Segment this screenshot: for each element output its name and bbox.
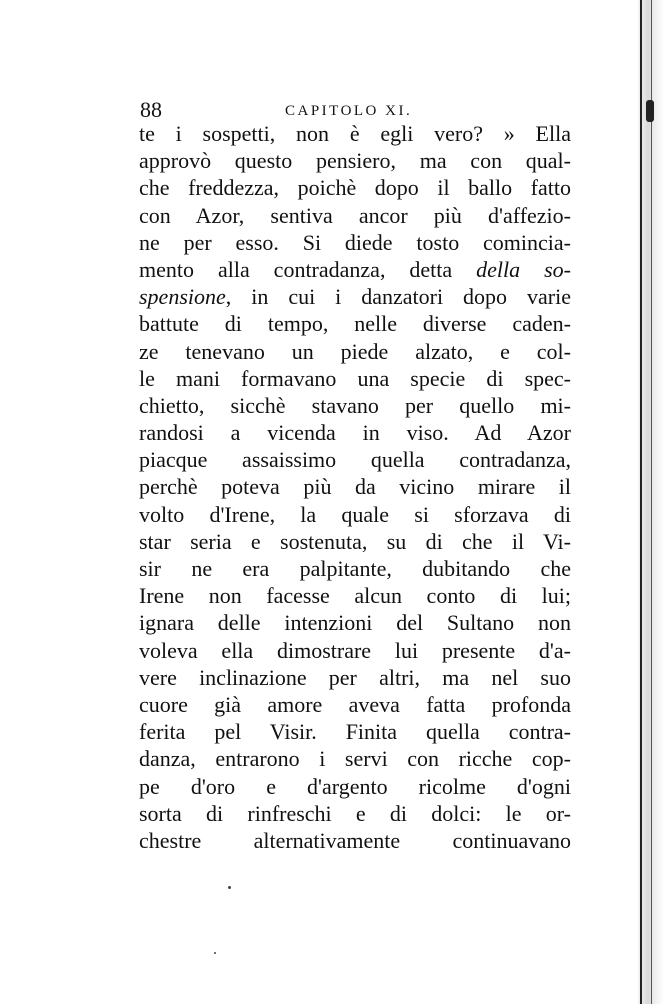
text-segment: ferita pel Visir. Finita quella contra- (139, 719, 571, 745)
text-line (139, 528, 571, 555)
italic-text: spensione (139, 284, 226, 310)
text-segment: ne per esso. Si diede tosto comincia- (139, 229, 571, 255)
text-segment: star seria e sostenuta, su di che il Vi- (139, 528, 571, 554)
text-line (139, 419, 571, 446)
text-line (139, 718, 571, 745)
text-segment: chestre alternativamente continuavano (139, 827, 571, 853)
text-line (139, 365, 571, 392)
text-segment: volto d'Irene, la quale si sforzava di (139, 501, 571, 527)
text-line (139, 229, 571, 256)
ink-smudge (646, 100, 654, 122)
text-segment: chietto, sicchè stavano per quello mi- (139, 392, 571, 418)
text-line (139, 555, 571, 582)
text-segment: che freddezza, poichè dopo il ballo fatto (139, 175, 571, 201)
text-segment: Irene non facesse alcun conto di lui; (139, 583, 571, 609)
text-segment: , in cui i danzatori dopo varie (225, 284, 571, 310)
text-line (139, 501, 571, 528)
page-edge (638, 0, 664, 1004)
text-line (139, 827, 571, 854)
text-segment: pe d'oro e d'argento ricolme d'ogni (139, 773, 571, 799)
page-number: 88 (140, 97, 162, 122)
text-line (139, 174, 571, 201)
text-line (139, 691, 571, 718)
text-line (139, 773, 571, 800)
text-segment: mento alla contradanza, detta (139, 256, 477, 282)
text-segment: perchè poteva più da vicino mirare il (139, 474, 571, 500)
italic-text: della so- (476, 256, 571, 282)
text-line (139, 283, 571, 310)
text-line (139, 120, 571, 147)
page-edge-line (651, 0, 652, 1004)
text-segment: ze tenevano un piede alzato, e col- (139, 338, 571, 364)
text-segment: ignara delle intenzioni del Sultano non (139, 610, 571, 636)
text-segment: cuore già amore aveva fatta profonda (139, 691, 571, 717)
text-line (139, 473, 571, 500)
running-head: CAPITOLO XI. (285, 103, 413, 119)
text-line (139, 310, 571, 337)
text-line (139, 582, 571, 609)
text-segment: te i sospetti, non è egli vero? » Ella (139, 121, 571, 146)
text-line (139, 800, 571, 827)
text-line (139, 338, 571, 365)
ink-speck (228, 886, 231, 889)
text-line (139, 202, 571, 229)
text-line (139, 147, 571, 174)
text-line (139, 637, 571, 664)
text-segment: con Azor, sentiva ancor più d'affezio- (139, 202, 571, 228)
text-segment: approvò questo pensiero, ma con qual- (139, 148, 571, 174)
text-segment: sir ne era palpitante, dubitando che (139, 556, 571, 581)
text-segment: voleva ella dimostrare lui presente d'a- (139, 637, 571, 663)
text-segment: piacque assaissimo quella contradanza, (139, 447, 571, 473)
text-segment: randosi a vicenda in viso. Ad Azor (139, 420, 571, 446)
text-segment: le mani formavano una specie di spec- (139, 365, 571, 391)
text-segment: battute di tempo, nelle diverse caden- (139, 311, 571, 337)
ink-speck (214, 952, 216, 954)
text-segment: sorta di rinfreschi e di dolci: le or- (139, 800, 571, 826)
text-line (139, 392, 571, 419)
text-line (139, 745, 571, 772)
page-edge-line (640, 0, 642, 1004)
text-line (139, 664, 571, 691)
text-line (139, 609, 571, 636)
text-segment: danza, entrarono i servi con ricche cop- (139, 746, 571, 772)
text-line (139, 256, 571, 283)
body-text (139, 120, 571, 854)
text-segment: vere inclinazione per altri, ma nel suo (139, 664, 571, 690)
text-line (139, 446, 571, 473)
